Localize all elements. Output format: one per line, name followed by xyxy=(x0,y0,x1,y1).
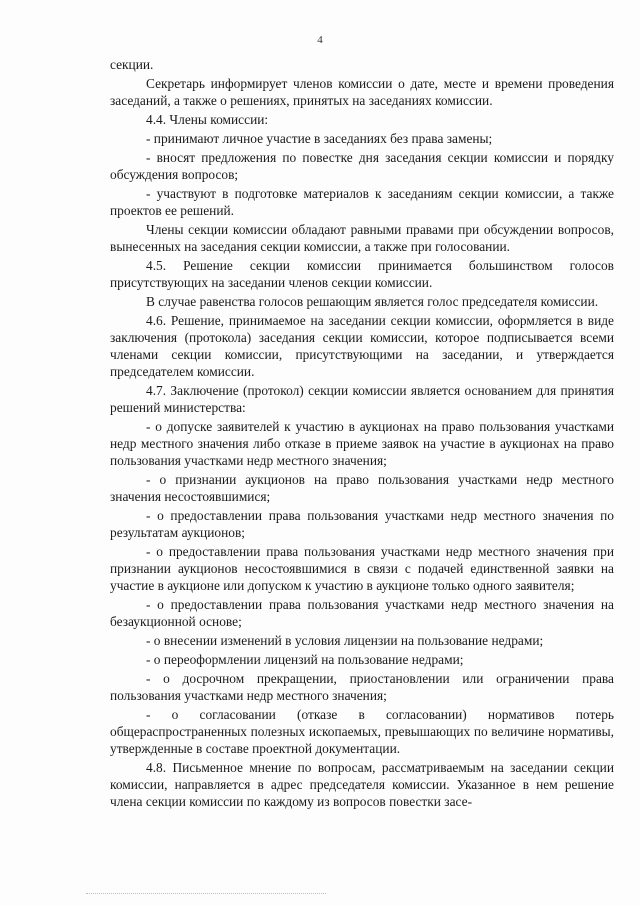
list-item: - о переоформлении лицензий на пользование недрами; xyxy=(146,652,464,667)
section-paragraph-4-6: 4.6. Решение, принимаемое на заседании секции комиссии, оформляется в виде заключения (протокола) заседания секции комиссии, которое подписывается всеми членами секции комиссии, присутствующими на заседании, и утверждается председателем комиссии. xyxy=(110,313,614,379)
list-item: - участвуют в подготовке материалов к заседаниям секции комиссии, а также проектов ее решений. xyxy=(110,186,614,218)
list-item: - о предоставлении права пользования участками недр местного значения по результатам аукционов; xyxy=(110,508,614,540)
list-item: - о признании аукционов на право пользования участками недр местного значения несостоявшимися; xyxy=(110,472,614,504)
list-item: - принимают личное участие в заседаниях без права замены; xyxy=(146,131,493,146)
section-paragraph-4-7: 4.7. Заключение (протокол) секции комиссии является основанием для принятия решений министерства: xyxy=(110,383,614,415)
section-heading-4-4: 4.4. Члены комиссии: xyxy=(146,112,269,127)
list-item: - о внесении изменений в условия лицензии на пользование недрами; xyxy=(146,633,544,648)
list-item: - о допуске заявителей к участию в аукционах на право пользования участками недр местного значения либо отказе в приеме заявок на участие в аукционах на право пользования участками недр местного значения; xyxy=(110,419,614,468)
scan-footer-marks xyxy=(86,893,326,897)
list-item: - о досрочном прекращении, приостановлении или ограничении права пользования участками недр местного значения; xyxy=(110,671,614,703)
list-item: - о согласовании (отказе в согласовании) нормативов потерь общераспространенных полезных ископаемых, превышающих по величине нормативы, утвержденные в составе проектной документации. xyxy=(110,707,614,756)
document-body xyxy=(110,56,614,812)
list-item: - вносят предложения по повестке дня заседания секции комиссии и порядку обсуждения вопросов; xyxy=(110,150,614,182)
list-item: - о предоставлении права пользования участками недр местного значения на безаукционной основе; xyxy=(110,597,614,629)
paragraph: Секретарь информирует членов комиссии о дате, месте и времени проведения заседаний, а также о решениях, принятых на заседаниях комиссии. xyxy=(110,76,614,108)
paragraph: секции. xyxy=(110,57,154,72)
page-number: 4 xyxy=(317,34,323,46)
list-item: - о предоставлении права пользования участками недр местного значения при признании аукционов несостоявшимися в связи с подачей единственной заявки на участие в аукционе или допуском к участию в аукционе только одного заявителя; xyxy=(110,544,614,593)
section-paragraph-4-8: 4.8. Письменное мнение по вопросам, рассматриваемым на заседании секции комиссии, направляется в адрес председателя комиссии. Указанное в нем решение члена секции комиссии по каждому из вопросов повестки засе- xyxy=(110,760,614,809)
paragraph: Члены секции комиссии обладают равными правами при обсуждении вопросов, вынесенных на заседания секции комиссии, а также при голосовании. xyxy=(110,222,614,254)
paragraph: В случае равенства голосов решающим является голос председателя комиссии. xyxy=(146,294,599,309)
section-paragraph-4-5: 4.5. Решение секции комиссии принимается большинством голосов присутствующих на заседании членов секции комиссии. xyxy=(110,258,614,290)
